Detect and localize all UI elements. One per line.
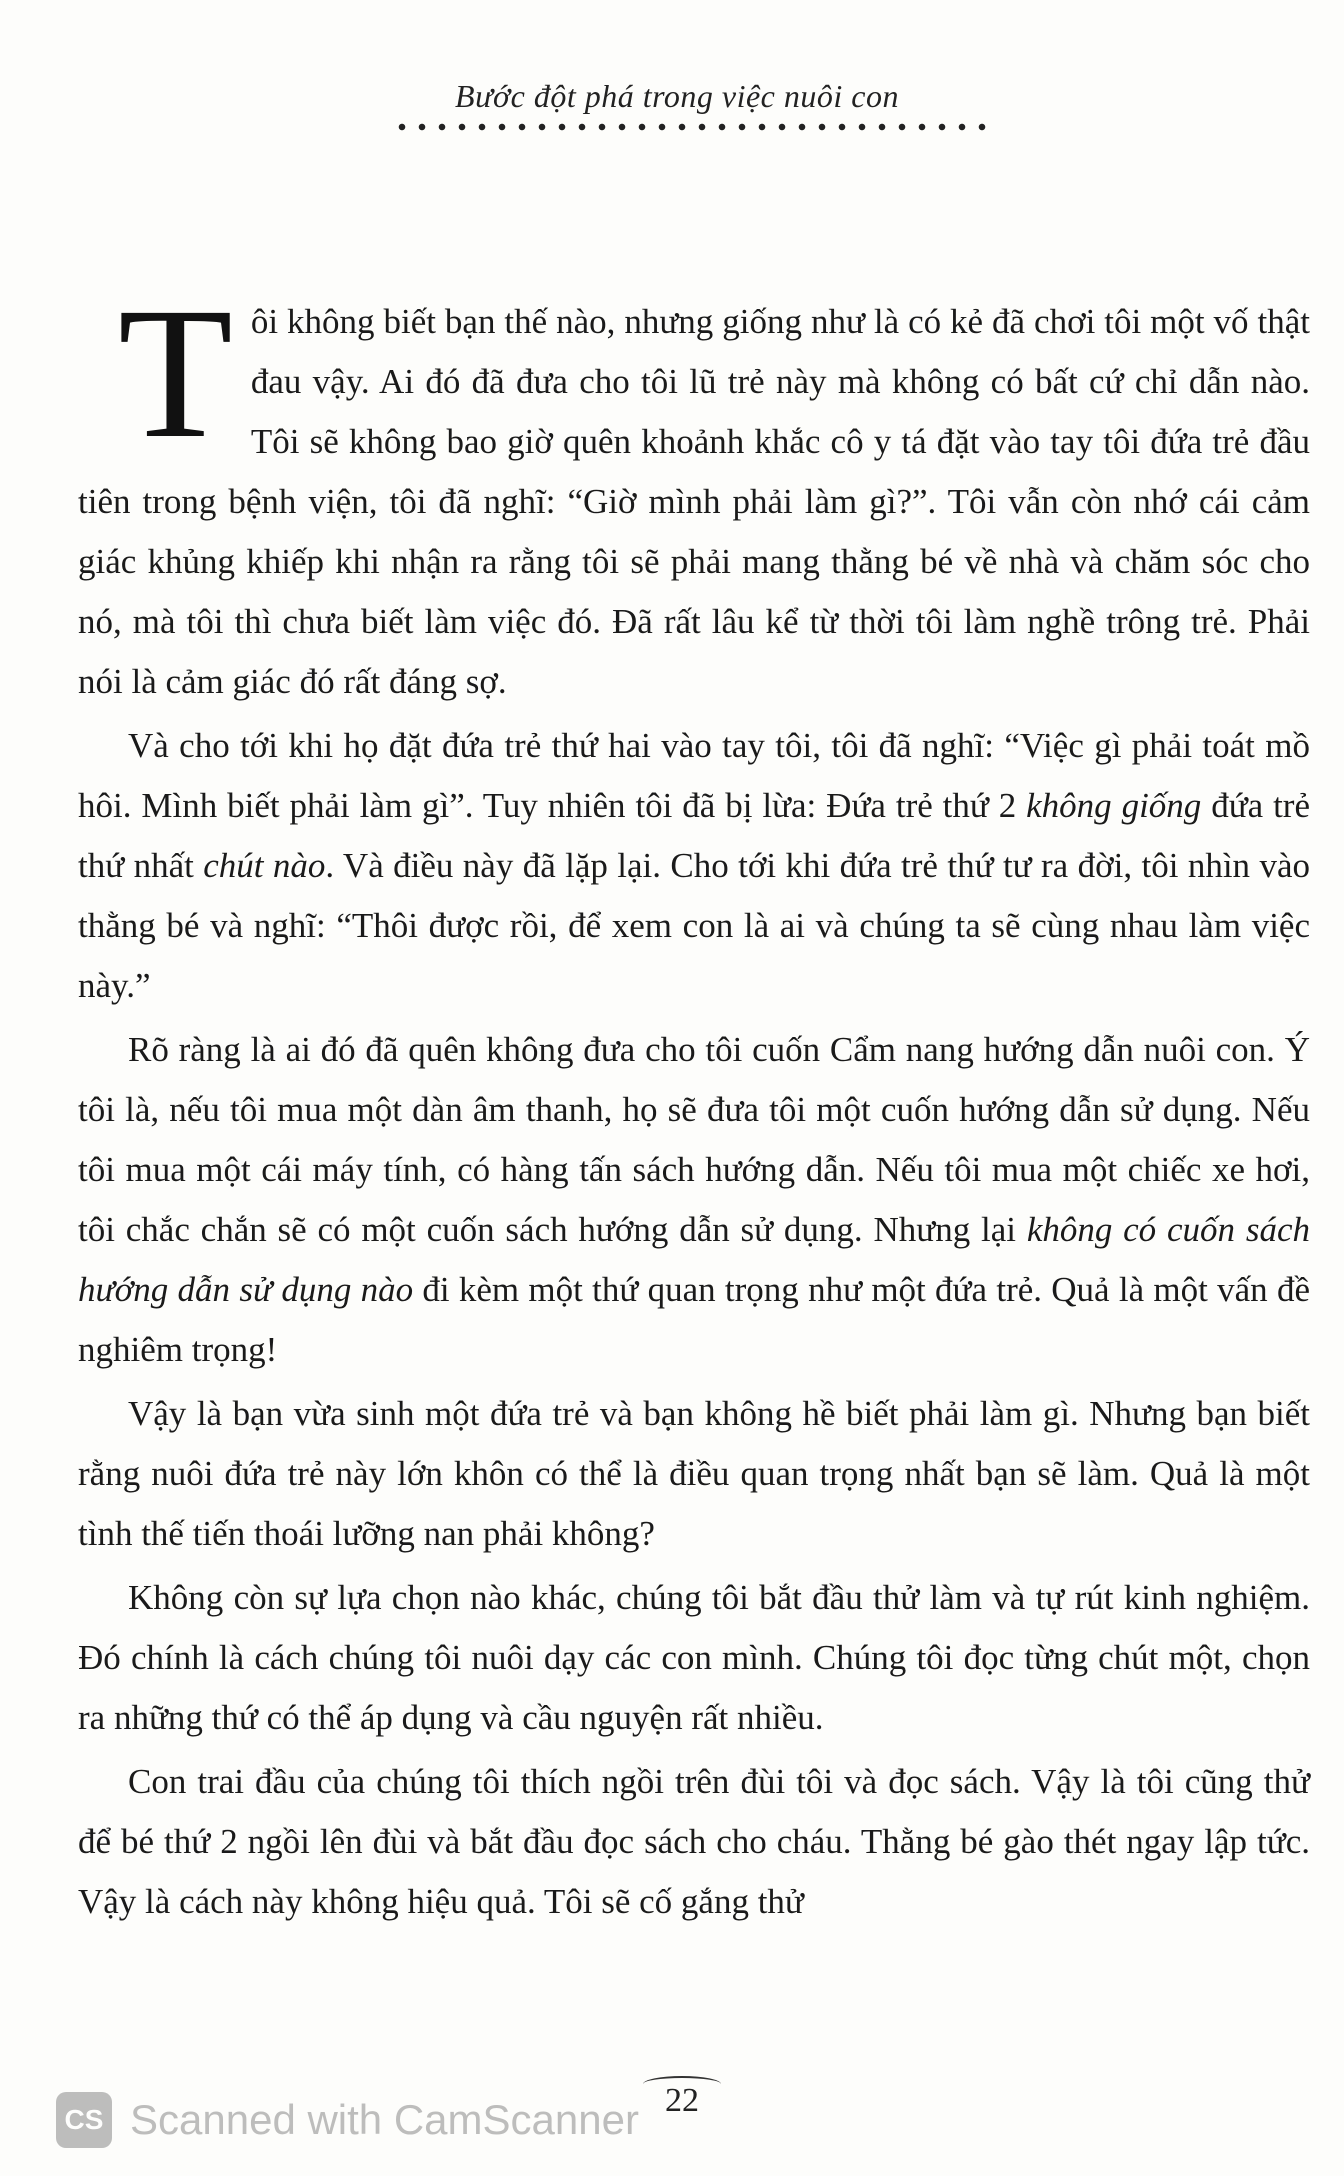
page-header [0, 78, 1344, 135]
paragraph-6: Con trai đầu của chúng tôi thích ngồi trên đùi tôi và đọc sách. Vậy là tôi cũng thử để bé thứ 2 ngồi lên đùi và bắt đầu đọc sách cho cháu. Thằng bé gào thét ngay lập tức. Vậy là cách này không hiệu quả. Tôi sẽ cố gắng thử [78, 1762, 1310, 1921]
camscanner-logo-icon: CS [56, 2092, 112, 2148]
paragraph-2-text-b: đứa trẻ thứ nhất [78, 786, 1310, 885]
paragraph-1-text: ôi không biết bạn thế nào, nhưng giống như là có kẻ đã chơi tôi một vố thật đau vậy. Ai đó đã đưa cho tôi lũ trẻ này mà không có bất cứ chỉ dẫn nào. Tôi sẽ không bao giờ quên khoảnh khắc cô y tá đặt vào tay tôi đứa trẻ đầu tiên trong bệnh viện, tôi đã nghĩ: “Giờ mình phải làm gì?”. Tôi vẫn còn nhớ cái cảm giác khủng khiếp khi nhận ra rằng tôi sẽ phải mang thằng bé về nhà và chăm sóc cho nó, mà tôi thì chưa biết làm việc đó. Đã rất lâu kể từ thời tôi làm nghề trông trẻ. Phải nói là cảm giác đó rất đáng sợ. [78, 302, 1310, 701]
paragraph-2 [78, 716, 1310, 1016]
paragraph-3-text-a: Rõ ràng là ai đó đã quên không đưa cho tôi cuốn Cẩm nang hướng dẫn nuôi con. Ý tôi là, nếu tôi mua một dàn âm thanh, họ sẽ đưa tôi một cuốn hướng dẫn sử dụng. Nếu tôi mua một cái máy tính, có hàng tấn sách hướng dẫn. Nếu tôi mua một chiếc xe hơi, tôi chắc chắn sẽ có một cuốn sách hướng dẫn sử dụng. Nhưng lại [78, 1030, 1310, 1249]
paragraph-5: Không còn sự lựa chọn nào khác, chúng tôi bắt đầu thử làm và tự rút kinh nghiệm. Đó chính là cách chúng tôi nuôi dạy các con mình. Chúng tôi đọc từng chút một, chọn ra những thứ có thể áp dụng và cầu nguyện rất nhiều. [78, 1578, 1310, 1737]
paragraph-2-emphasis-2: chút nào [203, 846, 326, 885]
paragraph-4: Vậy là bạn vừa sinh một đứa trẻ và bạn không hề biết phải làm gì. Nhưng bạn biết rằng nuôi đứa trẻ này lớn khôn có thể là điều quan trọng nhất bạn sẽ làm. Quả là một tình thế tiến thoái lưỡng nan phải không? [78, 1394, 1310, 1553]
camscanner-watermark [56, 2090, 639, 2150]
paragraph-1 [78, 268, 1310, 712]
paragraph-3 [78, 1020, 1310, 1380]
paragraph-3-emphasis: không có cuốn sách hướng dẫn sử dụng nào [78, 1210, 1310, 1309]
running-title: Bước đột phá trong việc nuôi con [455, 78, 899, 114]
page-number: 22 [665, 2082, 699, 2119]
paragraph-2-emphasis-1: không giống [1026, 786, 1202, 825]
camscanner-text: Scanned with CamScanner [130, 2096, 639, 2143]
paragraph-2-text-c: . Và điều này đã lặp lại. Cho tới khi đứa trẻ thứ tư ra đời, tôi nhìn vào thằng bé và nghĩ: “Thôi được rồi, để xem con là ai và chúng ta sẽ cùng nhau làm việc này.” [78, 846, 1310, 1005]
body-text [78, 268, 1310, 1932]
paragraph-3-text-b: đi kèm một thứ quan trọng như một đứa trẻ. Quả là một vấn đề nghiêm trọng! [78, 1270, 1310, 1369]
paragraph-2-text-a: Và cho tới khi họ đặt đứa trẻ thứ hai vào tay tôi, tôi đã nghĩ: “Việc gì phải toát mồ hôi. Mình biết phải làm gì”. Tuy nhiên tôi đã bị lừa: Đứa trẻ thứ 2 [78, 726, 1310, 825]
drop-cap: T [118, 268, 233, 477]
dotted-rule [392, 119, 992, 135]
